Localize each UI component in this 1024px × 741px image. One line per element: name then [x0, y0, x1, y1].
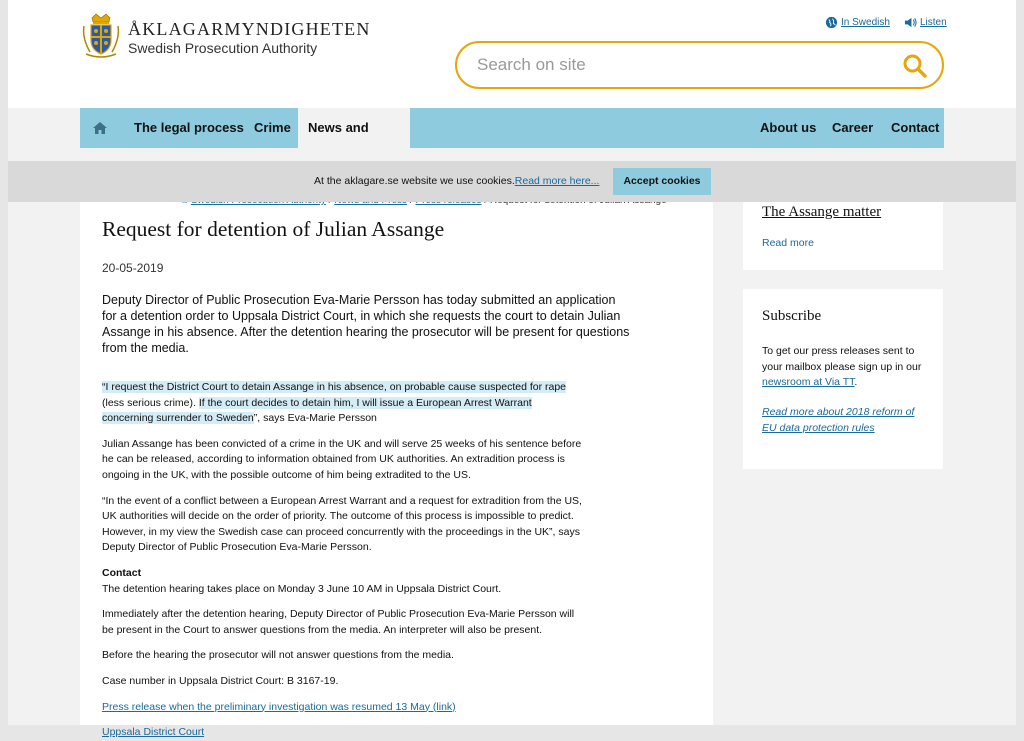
cookie-message: At the aklagare.se website we use cookies.: [314, 175, 515, 187]
nav-news-and-press[interactable]: News and: [298, 108, 410, 148]
data-protection-reform-link[interactable]: Read more about 2018 reform of EU data protection rules: [762, 406, 915, 434]
nav-career[interactable]: Career: [832, 120, 874, 135]
article-panel: [80, 202, 713, 739]
assange-matter-box: [743, 202, 943, 270]
nav-contact[interactable]: Contact: [891, 120, 940, 135]
assange-read-more-link[interactable]: Read more: [762, 237, 814, 249]
logo[interactable]: [80, 12, 371, 60]
nav-legal-process[interactable]: The legal process: [134, 120, 244, 135]
paragraph: Case number in Uppsala District Court: B 3167-19.: [102, 674, 339, 687]
subscribe-text: [762, 344, 924, 391]
contact-heading: Contact: [102, 566, 142, 579]
page: [8, 0, 1016, 739]
listen-link-text[interactable]: Listen: [920, 17, 947, 28]
article-date: 20-05-2019: [102, 261, 164, 275]
subscribe-body: To get our press releases sent to your mailbox please sign up in our: [762, 345, 922, 373]
quote-text: (less serious crime).: [102, 396, 199, 409]
newsroom-link[interactable]: newsroom at Via TT: [762, 376, 855, 388]
globe-icon: [825, 16, 838, 29]
subscribe-end: .: [854, 376, 858, 388]
court-link-paragraph: [102, 725, 582, 741]
accept-cookies-button[interactable]: Accept cookies: [613, 168, 711, 195]
nav-home[interactable]: [80, 108, 120, 148]
nav-about-us[interactable]: About us: [760, 120, 817, 135]
site-header: [8, 0, 1016, 108]
paragraph: “In the event of a conflict between a European Arrest Warrant and a request for extradition from the US, UK authorities will decide on the order of priority. The outcome of this process is impossible to predict. However, in my view the Swedish case can proceed concurrently with the proceedings in the UK”, says Deputy Director of Public Prosecution Eva-Marie Persson.: [102, 494, 582, 554]
home-icon: [92, 121, 108, 135]
subscribe-title: Subscribe: [762, 308, 822, 324]
cookie-read-more-link[interactable]: Read more here...: [514, 175, 600, 187]
article-content: [102, 216, 630, 741]
cookie-banner: [8, 161, 1016, 202]
press-release-link[interactable]: Press release when the preliminary investigation was resumed 13 May (link): [102, 700, 456, 713]
quote-attribution: ”, says Eva-Marie Persson: [253, 412, 377, 425]
main-nav: [80, 108, 944, 148]
search-box: [455, 41, 944, 89]
article-lead: Deputy Director of Public Prosecution Eva-Marie Persson has today submitted an application for a detention order to Uppsala District Court, in which she requests the court to detain Julian Assange in his absence. After the detention hearing the prosecutor will be present for questions from the media.: [102, 293, 630, 355]
press-release-link-paragraph: [102, 700, 582, 716]
paragraph: Julian Assange has been convicted of a crime in the UK and will serve 25 weeks of his sentence before he can be released, according to information obtained from UK authorities. An extradition process is ongoing in the UK, with the possible outcome of him being extradited to the US.: [102, 437, 582, 481]
quote-paragraph: [102, 380, 582, 427]
listen-link[interactable]: [904, 16, 947, 29]
language-link-text[interactable]: In Swedish: [841, 17, 890, 28]
language-link[interactable]: [825, 16, 890, 29]
subscribe-box: [743, 289, 943, 469]
paragraph: The detention hearing takes place on Monday 3 June 10 AM in Uppsala District Court.: [102, 582, 502, 595]
uppsala-court-link[interactable]: Uppsala District Court: [102, 726, 205, 739]
logo-title: ÅKLAGARMYNDIGHETEN: [128, 19, 371, 39]
quote-highlight: “I request the District Court to detain Assange in his absence, on probable cause suspected for rape: [102, 381, 567, 393]
quote-highlight: If the court decides to detain him, I will issue a European Arrest Warrant concerning surrender to Sweden: [102, 396, 532, 425]
paragraph: Immediately after the detention hearing, Deputy Director of Public Prosecution Eva-Marie Persson will be present in the Court to answer questions from the media. An interpreter will also be present.: [102, 608, 575, 636]
nav-crime[interactable]: Crime: [254, 120, 291, 135]
paragraph: Before the hearing the prosecutor will not answer questions from the media.: [102, 649, 454, 662]
search-icon[interactable]: [902, 53, 928, 79]
logo-subtitle: Swedish Prosecution Authority: [128, 40, 318, 56]
article-title: Request for detention of Julian Assange: [102, 217, 445, 241]
search-input[interactable]: [477, 53, 877, 77]
cookie-text: [314, 175, 599, 187]
assange-matter-title[interactable]: The Assange matter: [762, 204, 882, 220]
coat-of-arms-icon: [80, 12, 122, 60]
speaker-icon: [904, 16, 917, 29]
